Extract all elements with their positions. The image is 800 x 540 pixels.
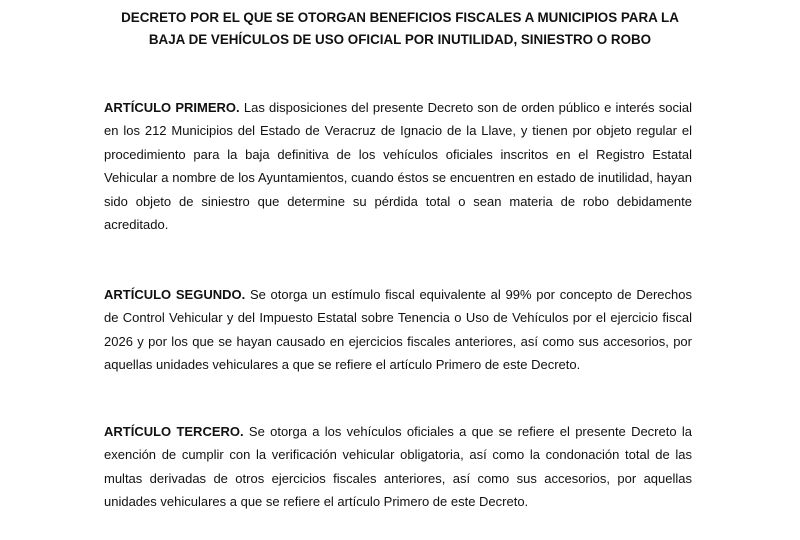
title-line-2: BAJA DE VEHÍCULOS DE USO OFICIAL POR INUTILIDAD, SINIESTRO O ROBO <box>148 32 652 47</box>
article-body: Las disposiciones del presente Decreto son de orden público e interés social en los 212 Municipios del Estado de Veracruz de Ignacio de la Llave, y tienen por objeto regular el procedimiento para la baja definitiva de los vehículos oficiales inscritos en el Registro Estatal Vehicular a nombre de los Ayuntamientos, cuando éstos se encuentren en estado de inutilidad, hayan sido objeto de siniestro que determine su pérdida total o sean materia de robo debidamente acreditado. <box>104 100 692 233</box>
title-line-1: DECRETO POR EL QUE SE OTORGAN BENEFICIOS FISCALES A MUNICIPIOS PARA LA <box>121 10 679 25</box>
article-heading: ARTÍCULO PRIMERO. <box>104 100 240 115</box>
article-primero <box>104 96 692 236</box>
article-tercero <box>104 420 692 514</box>
article-body: Se otorga un estímulo fiscal equivalente al 99% por concepto de Derechos de Control Vehicular y del Impuesto Estatal sobre Tenencia o Uso de Vehículos por el ejercicio fiscal 2026 y por los que se hayan causado en ejercicios fiscales anteriores, así como sus accesorios, por aquellas unidades vehiculares a que se refiere el artículo Primero de este Decreto. <box>104 287 692 373</box>
article-heading: ARTÍCULO SEGUNDO. <box>104 287 246 302</box>
article-segundo <box>104 283 692 377</box>
article-body: Se otorga a los vehículos oficiales a que se refiere el presente Decreto la exención de cumplir con la verificación vehicular obligatoria, así como la condonación total de las multas derivadas de otros ejercicios fiscales anteriores, así como sus accesorios, por aquellas unidades vehiculares a que se refiere el artículo Primero de este Decreto. <box>104 424 692 510</box>
article-heading: ARTÍCULO TERCERO. <box>104 424 244 439</box>
document-title <box>60 7 740 51</box>
